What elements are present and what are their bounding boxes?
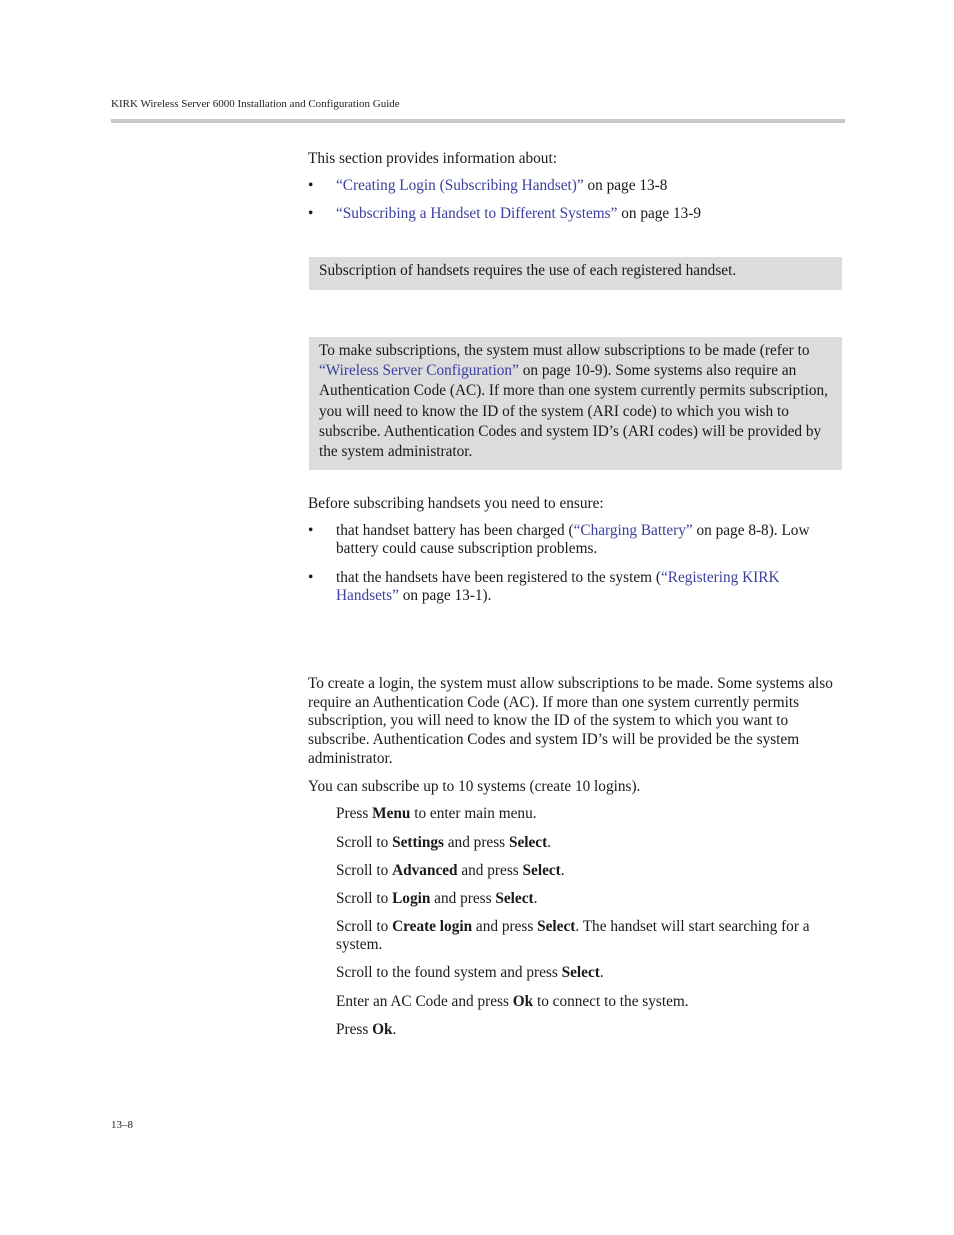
link-charging-battery[interactable]: “Charging Battery” — [573, 522, 693, 539]
step-item: Scroll to the found system and press Select. — [336, 964, 604, 981]
login-limit-text: You can subscribe up to 10 systems (create 10 logins). — [308, 778, 641, 795]
link-creating-login[interactable]: “Creating Login (Subscribing Handset)” — [336, 177, 584, 194]
link-registering-handsets[interactable]: “Registering KIRK Handsets” — [336, 569, 780, 604]
running-header: KIRK Wireless Server 6000 Installation and Configuration Guide — [111, 98, 400, 110]
note-box — [309, 257, 842, 290]
step-item: Enter an AC Code and press Ok to connect to the system. — [336, 993, 689, 1010]
page-number: 13–8 — [111, 1119, 133, 1131]
step-item: Scroll to Login and press Select. — [336, 890, 538, 907]
intro-text: This section provides information about: — [308, 150, 557, 167]
step-item: Press Menu to enter main menu. — [336, 805, 537, 822]
link-subscribing-different-systems[interactable]: “Subscribing a Handset to Different Systems” — [336, 205, 618, 222]
prereq-text: Before subscribing handsets you need to ensure: — [308, 495, 604, 512]
login-paragraph: To create a login, the system must allow subscriptions to be made. Some systems also require an Authentication Code (AC). If more than one system currently permits subscription, you will need to know the ID of the system to which you want to subscribe. Authentication Codes and system ID’s will be provided be the system administrator. — [308, 675, 833, 767]
step-item: Scroll to Create login and press Select. The handset will start searching for a system. — [336, 918, 810, 953]
step-item: Scroll to Advanced and press Select. — [336, 862, 565, 879]
bullet-dot-icon: • — [308, 569, 314, 586]
bullet-dot-icon: • — [308, 177, 314, 194]
bullet-dot-icon: • — [308, 522, 314, 539]
step-item: Scroll to Settings and press Select. — [336, 834, 551, 851]
note-box: To make subscriptions, the system must allow subscriptions to be made (refer to “Wireless Server Configuration” on page 10-9). Some systems also require an Authentication Code (AC). If more than one system currently permits subscription, you will need to know the ID of the system (ARI code) to which you wish to subscribe. Authentication Codes and system ID’s (ARI codes) will be provided by the system administrator. — [309, 337, 842, 470]
bullet-dot-icon: • — [308, 205, 314, 222]
header-rule — [111, 119, 845, 123]
link-wireless-server-configuration[interactable]: “Wireless Server Configuration” — [319, 362, 519, 380]
note-text: Subscription of handsets requires the use of each registered handset. — [319, 262, 737, 279]
step-item: Press Ok. — [336, 1021, 397, 1038]
